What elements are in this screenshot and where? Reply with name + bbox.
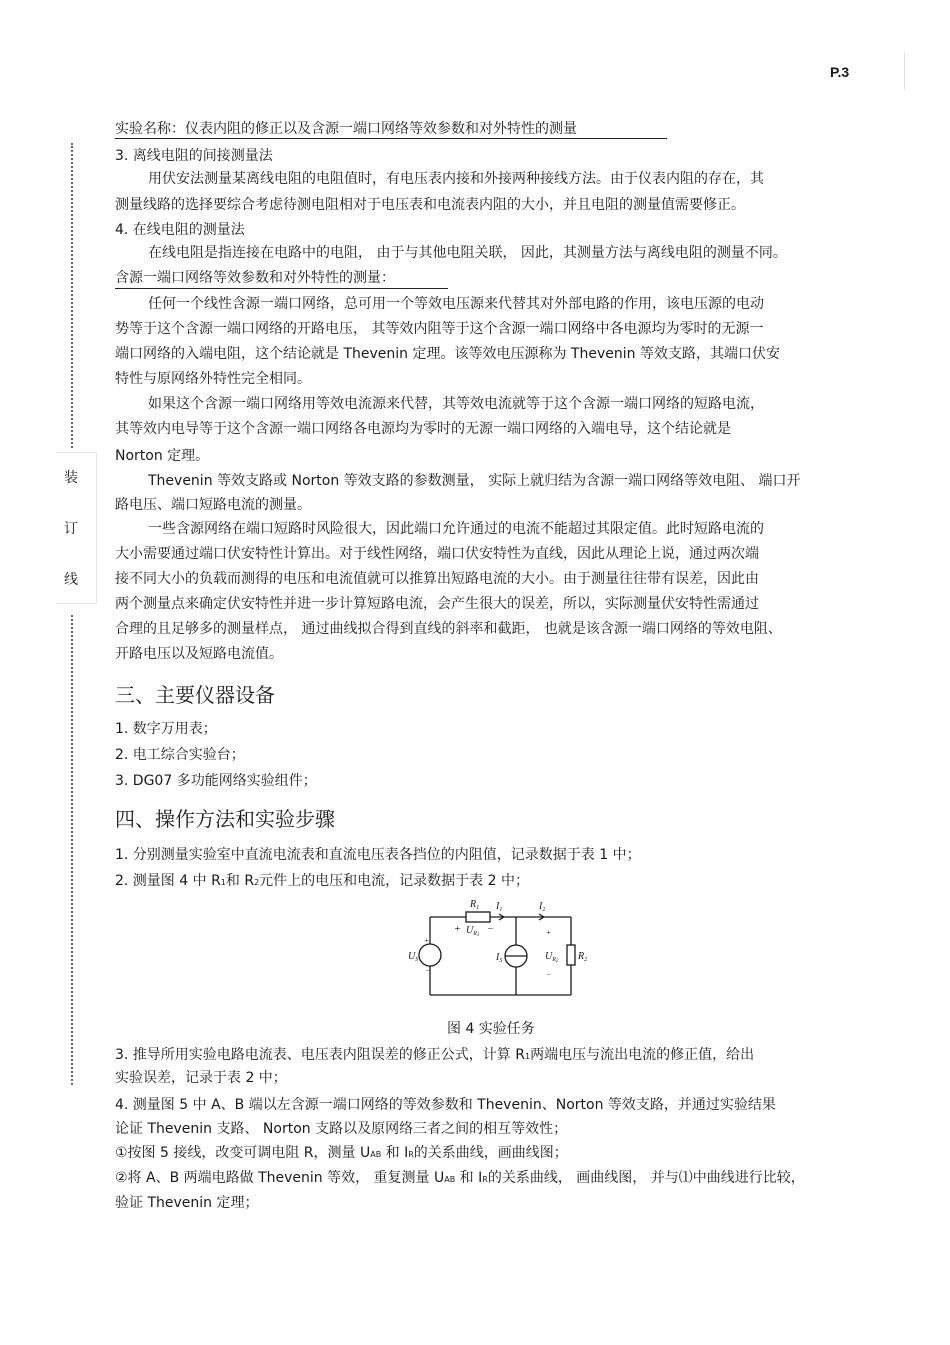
paragraph-line: 端口网络的入端电阻，这个结论就是 Thevenin 定理。该等效电压源称为 Thevenin 等效支路，其端口伏安 (115, 346, 780, 362)
step-2-text: 和 R (225, 873, 255, 889)
paragraph-line: 路电压、端口短路电流的测量。 (115, 497, 311, 513)
step-4: 4. 测量图 5 中 A、B 端以左含源一端口网络的等效参数和 Thevenin、Norton 等效支路，并通过实验结果 (115, 1097, 776, 1113)
binding-char-xian: 线 (64, 572, 78, 588)
paragraph-line: 如果这个含源一端口网络用等效电流源来代替，其等效电流就等于这个含源一端口网络的短路电流， (148, 396, 764, 412)
paragraph-line: 开路电压以及短路电流值。 (115, 646, 283, 662)
heading-online-resistance: 4. 在线电阻的测量法 (115, 222, 245, 238)
figure-caption: 图 4 实验任务 (447, 1021, 535, 1037)
step-3-text: 3. 推导所用实验电路电流表、电压表内阻误差的修正公式，计算 R (115, 1047, 525, 1063)
step-4-text: ②将 A、B 两端电路做 Thevenin 等效， 重复测量 U (115, 1170, 445, 1186)
step-4-text: 的关系曲线， 画曲线图， 并与⑴中曲线进行比较， (487, 1170, 805, 1186)
minus-sign: − (546, 970, 552, 979)
step-3-text: 两端电压与流出电流的修正值，给出 (530, 1047, 755, 1063)
paragraph-line: 在线电阻是指连接在电路中的电阻， 由于与其他电阻关联， 因此，其测量方法与离线电阻的测量不同。 (148, 245, 787, 261)
experiment-title: 实验名称：仪表内阻的修正以及含源一端口网络等效参数和对外特性的测量 (115, 120, 667, 139)
step-4-sub2 (115, 1169, 805, 1189)
subscript: 1 (524, 1052, 531, 1061)
plus-sign: + (454, 924, 461, 935)
label-i1: $I_1$ (496, 901, 503, 913)
step-4-sub1 (115, 1144, 568, 1164)
circuit-diagram (400, 897, 595, 1002)
step-2 (115, 872, 529, 892)
equipment-item: 3. DG07 多功能网络实验组件； (115, 773, 317, 789)
subscript: 1 (220, 878, 226, 887)
step-3 (115, 1046, 754, 1066)
paragraph-line: Thevenin 等效支路或 Norton 等效支路的参数测量， 实际上就归结为含源一端口网络等效电阻、 端口开 (148, 473, 801, 489)
heading-offline-resistance: 3. 离线电阻的间接测量法 (115, 148, 273, 164)
paragraph-line: 合理的且足够多的测量样点， 通过曲线拟合得到直线的斜率和截距， 也就是该含源一端口网络的等效电阻、 (115, 621, 782, 637)
section-heading-equipment: 三、主要仪器设备 (115, 683, 275, 707)
label-ur1: $U_R1$ (466, 925, 480, 938)
minus-sign: − (487, 924, 494, 935)
label-is: $I_S$ (496, 952, 503, 964)
label-i2: $I_2$ (539, 901, 546, 913)
subscript: 2 (254, 878, 260, 887)
subscript: R (482, 1175, 488, 1184)
paragraph-line: 特性与原网络外特性完全相同。 (115, 371, 311, 387)
equipment-item: 2. 电工综合实验台； (115, 747, 245, 763)
paragraph-line: 测量线路的选择要综合考虑待测电阻相对于电压表和电流表内阻的大小，并且电阻的测量值需要修正。 (115, 197, 745, 213)
paragraph-line: 其等效内电导等于这个含源一端口网络各电源均为零时的无源一端口网络的入端电导，这个结论就是 (115, 421, 731, 437)
step-4-sub2-cont: 验证 Thevenin 定理； (115, 1195, 259, 1211)
voltage-source-us (419, 944, 441, 966)
subscript: AB (444, 1175, 456, 1184)
paragraph-line: 一些含源网络在端口短路时风险很大，因此端口允许通过的电流不能超过其限定值。此时短路电流的 (148, 521, 764, 537)
paragraph-line: 接不同大小的负载而测得的电压和电流值就可以推算出短路电流的大小。由于测量往往带有误差，因此由 (115, 571, 759, 587)
step-4-text: ①按图 5 接线，改变可调电阻 R，测量 U (115, 1145, 371, 1161)
step-2-text: 2. 测量图 4 中 R (115, 873, 221, 889)
step-3-cont: 实验误差，记录于表 2 中； (115, 1070, 287, 1086)
label-us: $U_S$ (408, 951, 419, 963)
binding-dotted-line-bottom (71, 615, 73, 1085)
plus-sign: + (546, 928, 552, 937)
step-4-text: 和 I (455, 1170, 483, 1186)
paragraph-line: Norton 定理。 (115, 448, 210, 464)
binding-char-zhuang: 装 (64, 470, 78, 486)
paragraph-line: 两个测量点来确定伏安特性并进一步计算短路电流，会产生很大的误差，所以，实际测量伏安特性需通过 (115, 596, 759, 612)
step-4-text: 和 I (381, 1145, 409, 1161)
binding-dotted-line-top (71, 143, 73, 448)
subheading-one-port-network: 含源一端口网络等效参数和对外特性的测量： (115, 269, 448, 289)
label-r2: $R_2$ (578, 951, 588, 963)
plus-sign: + (424, 936, 430, 945)
step-4-cont: 论证 Thevenin 支路、 Norton 支路以及原网络三者之间的相互等效性； (115, 1121, 568, 1137)
step-2-text: 元件上的电压和电流，记录数据于表 2 中； (259, 873, 529, 889)
resistor-r1 (466, 912, 490, 922)
page-number: P.3 (830, 64, 850, 80)
step-4-text: 的关系曲线，画曲线图； (413, 1145, 568, 1161)
subscript: R (408, 1150, 414, 1159)
paragraph-line: 用伏安法测量某离线电阻的电阻值时，有电压表内接和外接两种接线方法。由于仪表内阻的存在，其 (148, 171, 764, 187)
minus-sign: − (425, 966, 431, 975)
resistor-r2 (567, 945, 575, 965)
step-1: 1. 分别测量实验室中直流电流表和直流电压表各挡位的内阻值，记录数据于表 1 中； (115, 847, 641, 863)
label-r1: $R_1$ (470, 899, 480, 911)
equipment-item: 1. 数字万用表； (115, 721, 217, 737)
paragraph-line: 大小需要通过端口伏安特性计算出。对于线性网络，端口伏安特性为直线，因此从理论上说，通过两次端 (115, 546, 759, 562)
binding-char-ding: 订 (64, 521, 78, 537)
label-ur2: $U_R2$ (545, 951, 559, 964)
subscript: AB (370, 1150, 382, 1159)
paragraph-line: 任何一个线性含源一端口网络，总可用一个等效电压源来代替其对外部电路的作用，该电压源的电动 (148, 296, 764, 312)
section-heading-procedure: 四、操作方法和实验步骤 (115, 807, 335, 831)
paragraph-line: 势等于这个含源一端口网络的开路电压， 其等效内阻等于这个含源一端口网络中各电源均为零时的无源一 (115, 321, 764, 337)
